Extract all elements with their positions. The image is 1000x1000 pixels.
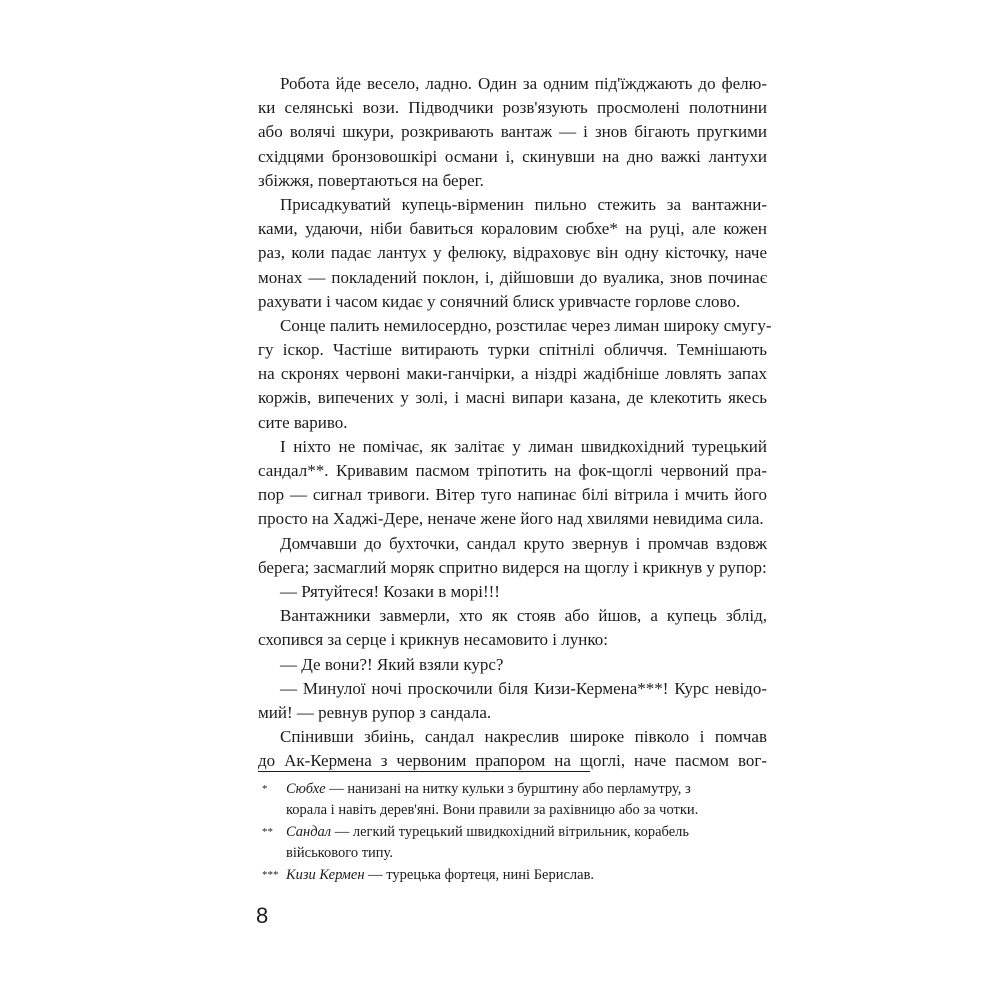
footnote-mark: ***: [262, 869, 279, 881]
text-line: — Рятуйтеся! Козаки в морі!!!: [280, 581, 500, 601]
text-line: східцями бронзовошкірі османи і, скинувши на дно важкі лантухи: [258, 146, 767, 166]
text-line: раз, коли падає лантух у фелюку, відраховує він одну кісточку, наче: [258, 243, 767, 263]
footnote-term: Сюбхе: [286, 781, 326, 797]
text-line: Вантажники завмерли, хто як стояв або йшов, а купець зблід,: [280, 606, 767, 626]
text-line: коржів, випечених у золі, і масні випари казана, де клекотить якесь: [258, 388, 767, 408]
text-line: — Де вони?! Який взяли курс?: [280, 654, 504, 674]
body-text: [258, 72, 772, 773]
footnote-term: Кизи Кермен: [286, 867, 365, 883]
text-line: схопився за серце і крикнув несамовито і лунко:: [258, 630, 608, 650]
footnote-text: — легкий турецький швидкохідний вітрильник, корабель: [331, 824, 690, 840]
footnote-line: [286, 822, 767, 843]
text-line: Домчавши до бухточки, сандал круто звернув і промчав вздовж: [280, 533, 767, 553]
text-line: збіжжя, повертаються на берег.: [258, 170, 484, 190]
footnote-line: корала і навіть дерев'яні. Вони правили за рахівницю або за чотки.: [286, 801, 699, 818]
text-line: або волячі шкури, розкривають вантаж — і знов бігають пругкими: [258, 122, 767, 142]
text-line: просто на Хаджі-Дере, неначе жене його над хвилями невидима сила.: [258, 509, 764, 529]
footnote-term: Сандал: [286, 824, 332, 840]
text-line: — Минулої ночі проскочили біля Кизи-Кермена***! Курс невідо-: [280, 678, 767, 698]
footnote-line: військового типу.: [286, 844, 393, 861]
footnote-mark: **: [262, 826, 273, 838]
text-line: пор — сигнал тривоги. Вітер туго напинає білі вітрила і мчить його: [258, 485, 767, 505]
text-line: монах — покладений поклон, і, дійшовши до вуалика, знов починає: [258, 267, 767, 287]
text-line: рахувати і часом кидає у сонячний блиск уривчасте горлове слово.: [258, 291, 741, 311]
text-line: ки селянські вози. Підводчики розв'язують просмолені полотнини: [258, 98, 767, 118]
text-line: І ніхто не помічає, як залітає у лиман швидкохідний турецький: [280, 436, 767, 456]
footnote: [258, 822, 767, 863]
footnote-text: — нанизані на нитку кульки з бурштину або перламутру, з: [325, 781, 691, 797]
text-line: ками, удаючи, ніби бавиться кораловим сюбхе* на руці, але кожен: [258, 219, 767, 239]
footnote-text: — турецька фортеця, нині Берислав.: [364, 867, 595, 883]
page-number: 8: [256, 903, 269, 928]
footnote: [258, 865, 767, 886]
footnotes: [258, 779, 767, 888]
text-line: Сонце палить немилосердно, розстилає через лиман широку смугу-: [280, 315, 772, 335]
footnote-mark: *: [262, 783, 268, 795]
text-line: мий! — ревнув рупор з сандала.: [258, 702, 492, 722]
footnote-divider: [258, 771, 590, 772]
text-line: до Ак-Кермена з червоним прапором на щоглі, наче пасмом вог-: [258, 751, 767, 771]
footnote-line: [286, 779, 767, 800]
text-line: Робота йде весело, ладно. Один за одним під'їжджають до фелю-: [280, 74, 767, 93]
footnote: [258, 779, 767, 820]
text-line: гу іскор. Частіше витирають турки спітнілі обличчя. Темнішають: [258, 340, 767, 360]
footnote-line: [286, 865, 767, 886]
text-line: Спінивши збиінь, сандал накреслив широке півколо і помчав: [280, 727, 767, 747]
text-line: Присадкуватий купець-вірменин пильно стежить за вантажни-: [280, 194, 767, 214]
text-line: на скронях червоні маки-ганчірки, а ніздрі жадібніше ловлять запах: [258, 364, 767, 384]
text-line: сандал**. Кривавим пасмом тріпотить на фок-щоглі червоний пра-: [258, 461, 767, 480]
text-line: сите вариво.: [258, 412, 348, 432]
text-line: берега; засмаглий моряк спритно видерся на щоглу і крикнув у рупор:: [258, 557, 767, 577]
